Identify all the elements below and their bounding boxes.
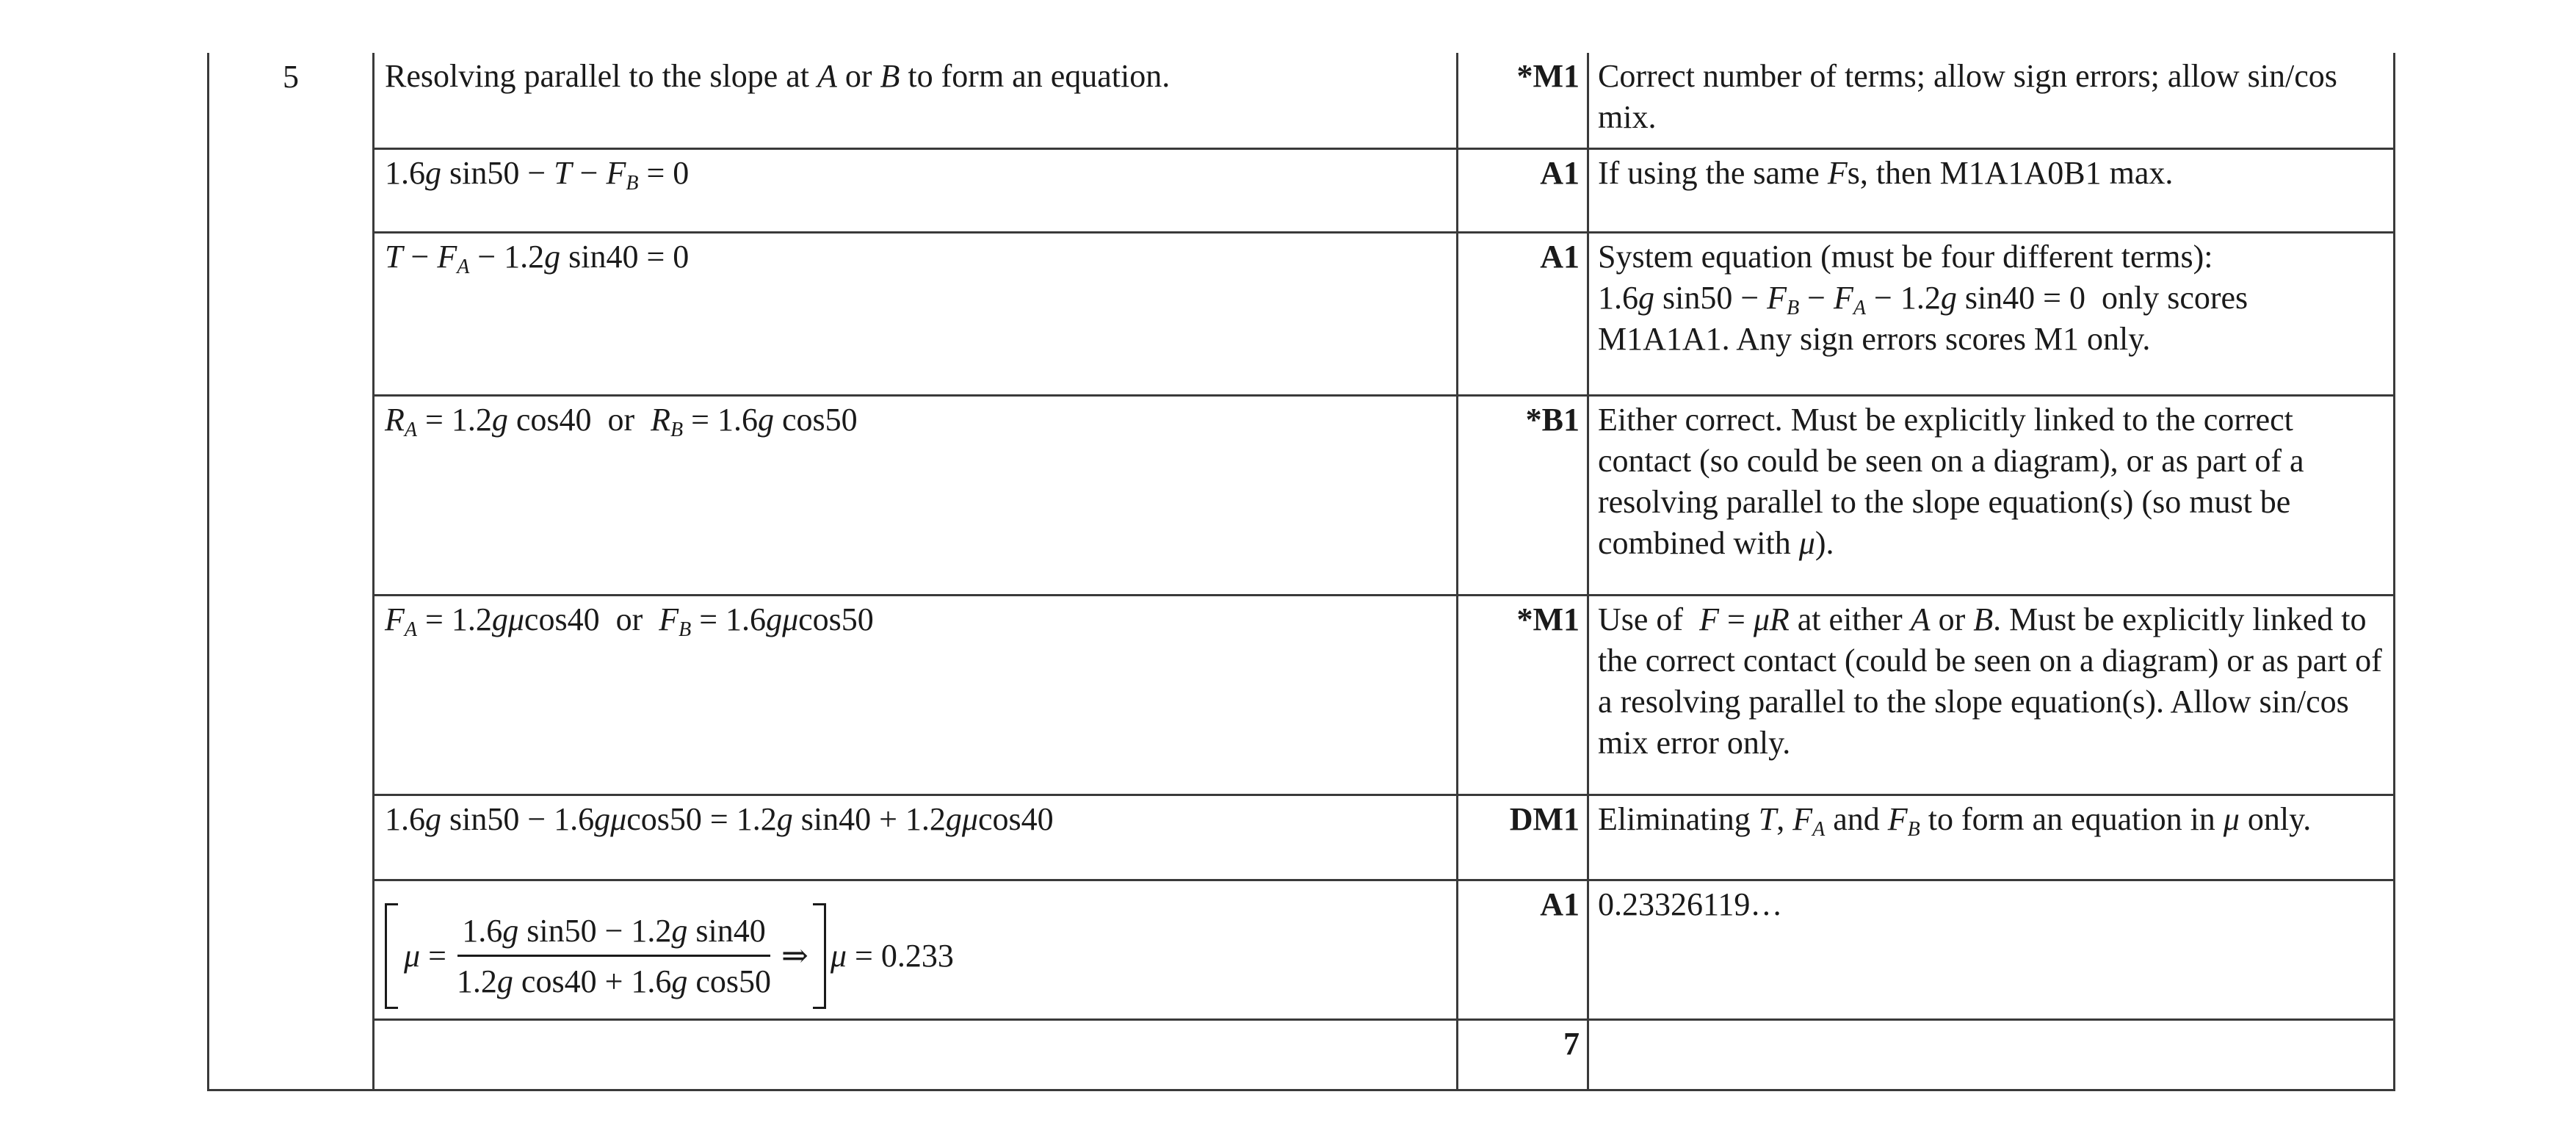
answer-cell xyxy=(375,881,1458,1018)
mark-cell: *B1 xyxy=(1458,397,1589,594)
answer-cell: $R_A = 1.2g$ cos40 or $R_B = 1.6g$ cos50 xyxy=(375,397,1458,594)
table-row xyxy=(375,234,2395,397)
total-marks: 7 xyxy=(1458,1021,1589,1089)
question-number: 5 xyxy=(283,59,299,95)
mark-scheme-table xyxy=(207,53,2395,1091)
left-bracket xyxy=(385,903,398,1009)
answer-cell: $T - F_A - 1.2g$ sin40 = 0 xyxy=(375,234,1458,394)
mark-cell: A1 xyxy=(1458,150,1589,231)
table-row xyxy=(375,53,2395,150)
table-row xyxy=(375,397,2395,596)
table-row xyxy=(375,881,2395,1021)
mark-cell: *M1 xyxy=(1458,53,1589,148)
guidance-cell: If using the same Fs, then M1A1A0B1 max. xyxy=(1598,155,2174,191)
table-row xyxy=(375,796,2395,881)
mu-fraction-expression: μ = $\frac{\text{1.6g sin50 − 1.2g sin40}}{\text{1.2g cos40 + 1.6g cos50}}$ ⇒ μ = 0.233 xyxy=(385,903,1456,1009)
answer-cell: Resolving parallel to the slope at A or B to form an equation. xyxy=(375,53,1458,148)
table-row xyxy=(375,150,2395,234)
table-row xyxy=(375,596,2395,796)
answer-cell: $F_A = 1.2g\mu\cos 40$ or $F_B = 1.6g\mu\cos 50$ xyxy=(375,596,1458,794)
question-number-column xyxy=(207,53,375,1091)
right-bracket xyxy=(813,903,826,1009)
mark-cell: DM1 xyxy=(1458,796,1589,879)
mark-cell: *M1 xyxy=(1458,596,1589,794)
answer-cell: 1.6g sin50 − 1.6gμcos50 = 1.2g sin40 + 1.2gμcos40 xyxy=(375,796,1458,879)
guidance-cell: System equation (must be four different terms): 1.6g $\sin 50 - F_B - F_A - 1.2g$ sin40 = 0 only scores M1A1A1. Any sign errors scores M1 only. xyxy=(1598,239,2248,357)
mark-cell: A1 xyxy=(1458,234,1589,394)
guidance-cell: Use of F = μR at either A or B. Must be explicitly linked to the correct contact (could be seen on a diagram) or as part of a resolving parallel to the slope equation(s). Allow sin/cos mix error only. xyxy=(1598,601,2382,761)
total-row xyxy=(375,1021,2395,1091)
answer-cell: 1.6g $\sin 50 - T - F_B = 0$ xyxy=(375,150,1458,231)
guidance-cell: Correct number of terms; allow sign errors; allow sin/cos mix. xyxy=(1598,58,2337,135)
guidance-cell: Either correct. Must be explicitly linked to the correct contact (so could be seen on a diagram), or as part of a resolving parallel to the slope equation(s) (so must be combined with μ). xyxy=(1598,402,2304,561)
guidance-cell: Eliminating T, $F_A$ and $F_B$ to form an equation in μ only. xyxy=(1598,801,2312,841)
guidance-cell: 0.23326119… xyxy=(1598,886,1783,922)
mark-cell: A1 xyxy=(1458,881,1589,1018)
fraction: $\frac{\text{1.6g sin50 − 1.2g sin40}}{\text{1.2g cos40 + 1.6g cos50}}$ xyxy=(452,911,775,1002)
answer-cell xyxy=(375,1021,1458,1089)
guidance-cell xyxy=(1589,1021,2393,1089)
